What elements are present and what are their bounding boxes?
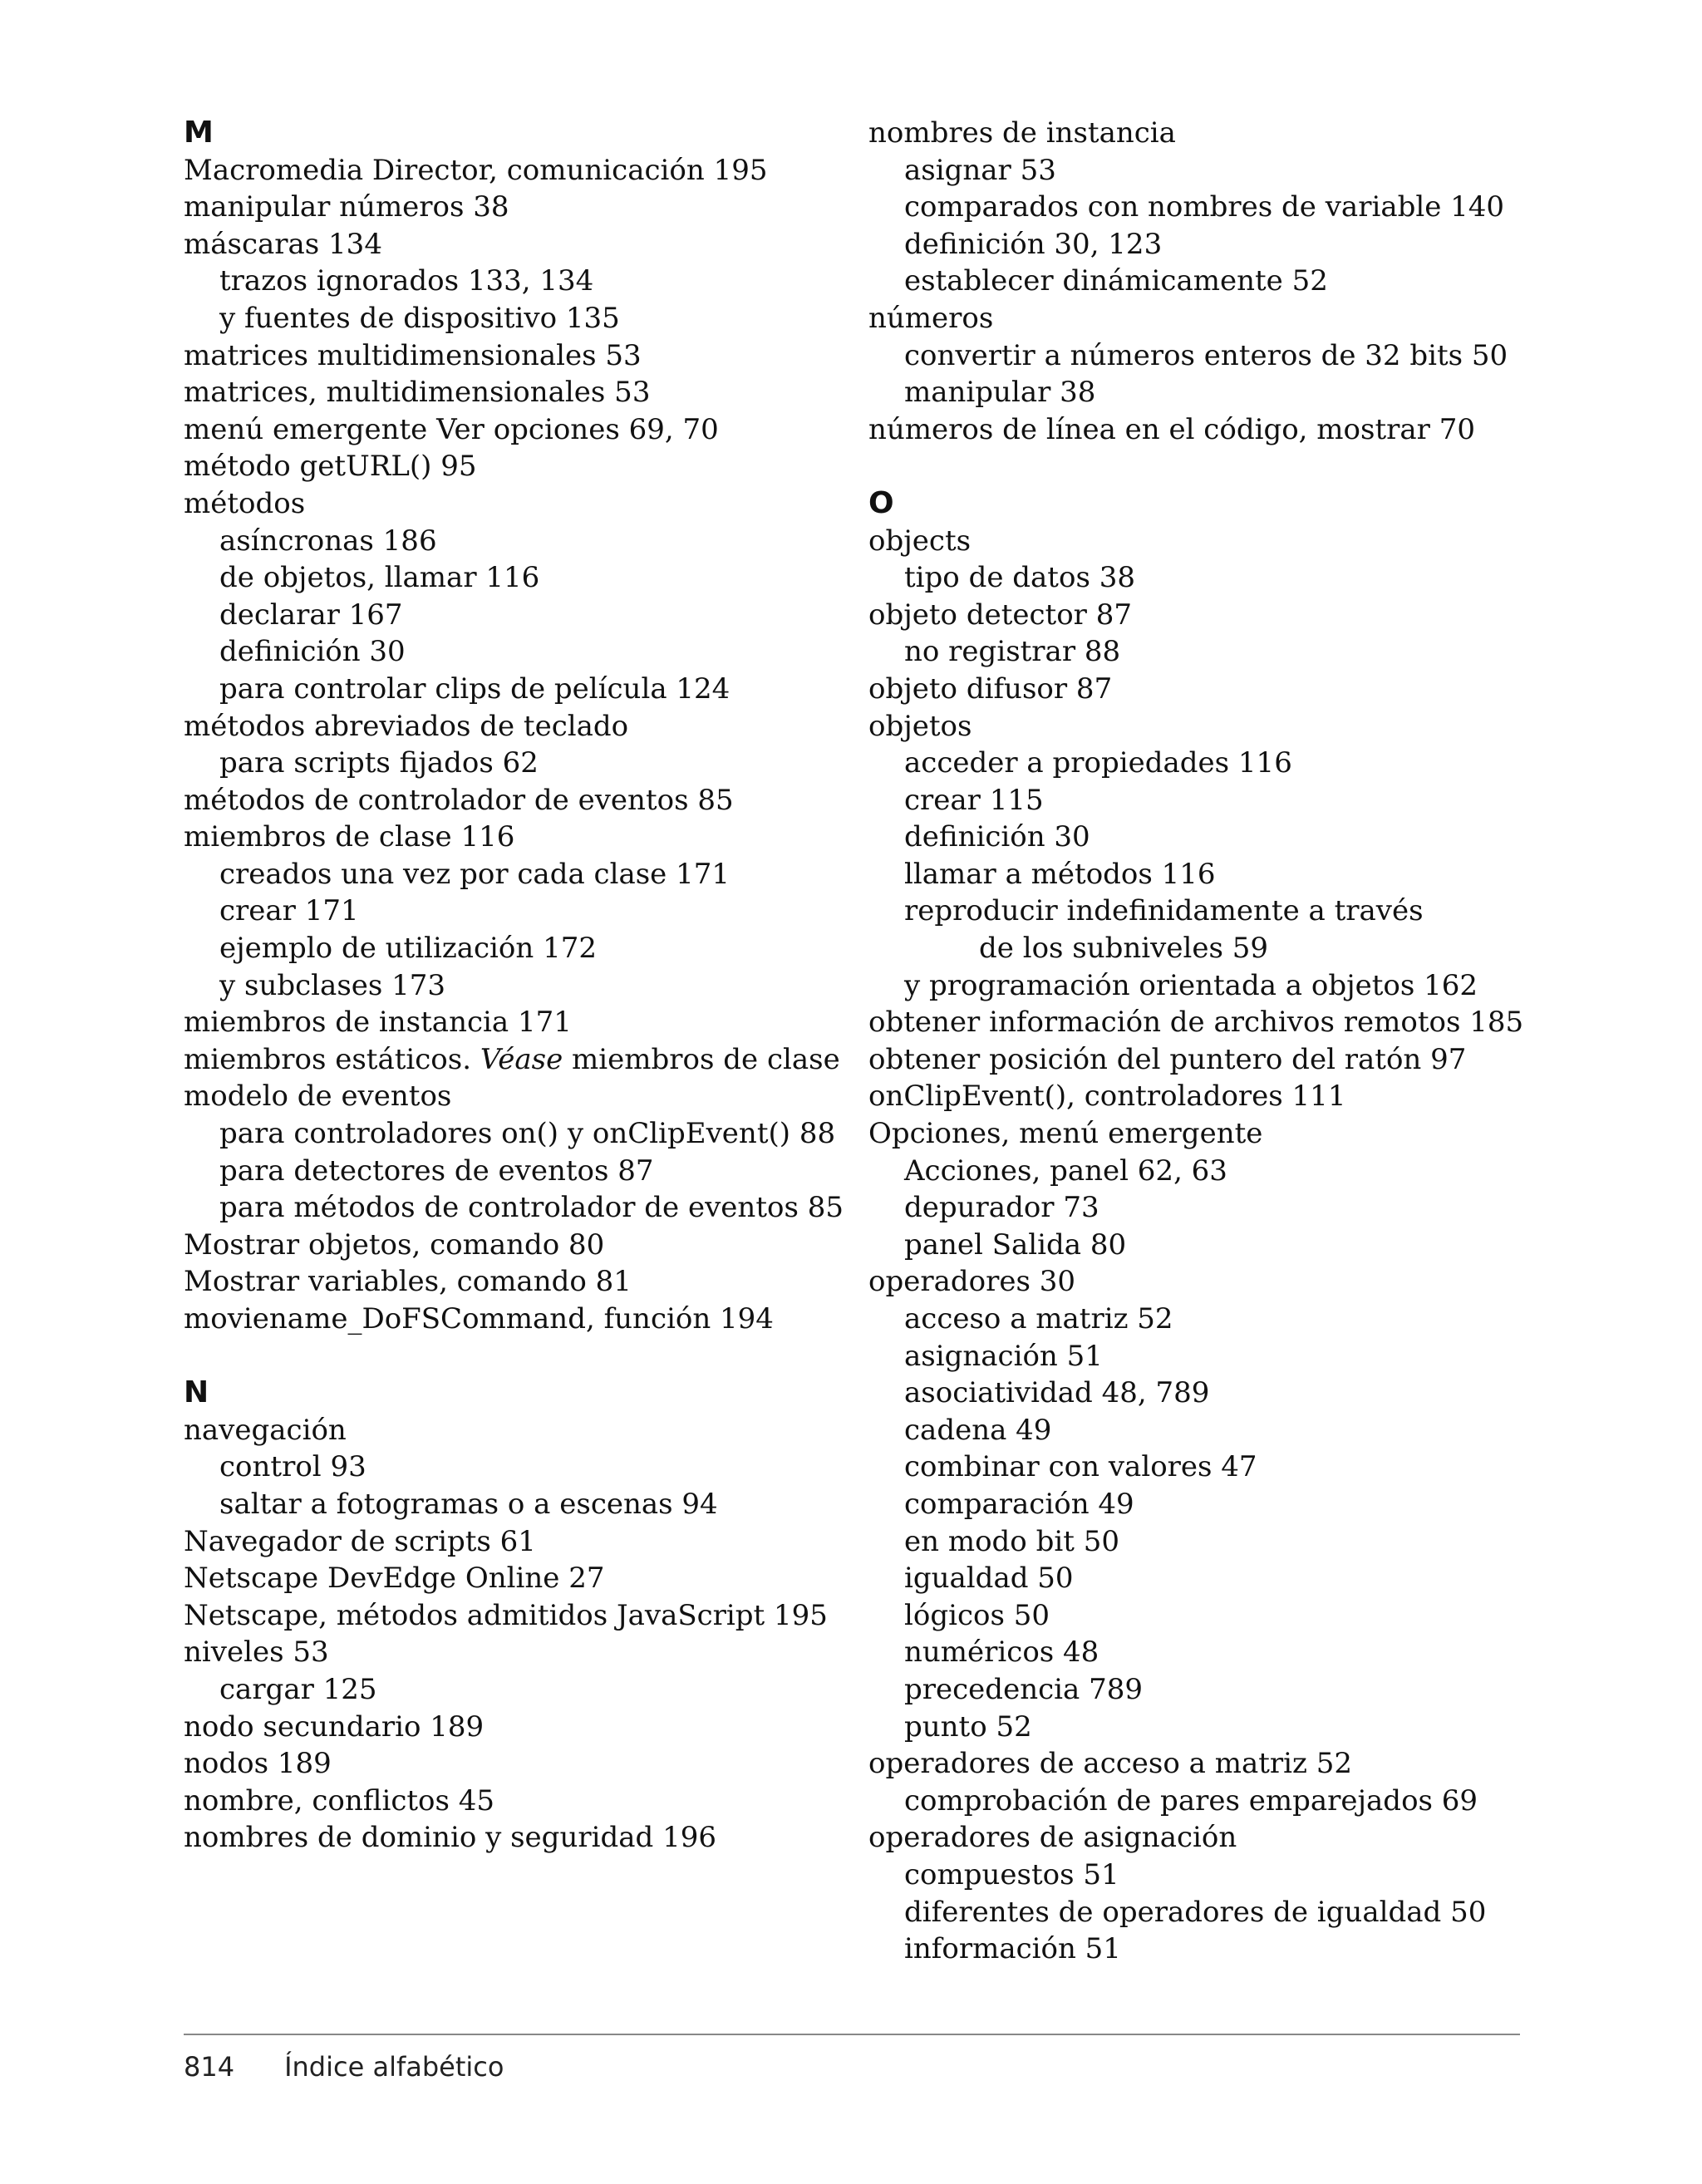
index-subentry: acceso a matriz 52 bbox=[904, 1302, 1173, 1335]
index-subentry: de objetos, llamar 116 bbox=[219, 561, 540, 595]
index-column-right bbox=[868, 115, 1524, 1968]
index-subentry: diferentes de operadores de igualdad 50 bbox=[904, 1895, 1487, 1929]
section-letter-n: N bbox=[184, 1375, 209, 1410]
index-subentry: definición 30 bbox=[219, 635, 406, 669]
index-subentry: numéricos 48 bbox=[904, 1636, 1099, 1670]
index-entry: objeto detector 87 bbox=[868, 598, 1133, 632]
index-subentry: lógicos 50 bbox=[904, 1598, 1050, 1632]
index-entry: matrices multidimensionales 53 bbox=[184, 338, 642, 372]
index-entry-see-also bbox=[184, 1041, 865, 1079]
index-subentry-continued: de los subniveles 59 bbox=[979, 932, 1269, 966]
index-subentry: asignar 53 bbox=[904, 153, 1056, 187]
index-subentry: crear 115 bbox=[904, 783, 1044, 817]
section-letter-o: O bbox=[868, 485, 894, 520]
index-subentry: para controladores on() y onClipEvent() 88 bbox=[219, 1117, 836, 1151]
index-column-left bbox=[184, 115, 865, 1857]
index-subentry: cadena 49 bbox=[904, 1413, 1052, 1447]
section-gap bbox=[868, 448, 1517, 485]
index-subentry: reproducir indefinidamente a través bbox=[904, 894, 1424, 928]
index-subentry: en modo bit 50 bbox=[904, 1524, 1119, 1558]
index-entry: onClipEvent(), controladores 111 bbox=[868, 1080, 1346, 1114]
entry-term: miembros estáticos. bbox=[184, 1042, 480, 1076]
index-subentry: para controlar clips de película 124 bbox=[219, 671, 730, 706]
index-entry: objects bbox=[868, 524, 972, 558]
index-subentry: acceder a propiedades 116 bbox=[904, 746, 1292, 780]
index-subentry: comparación 49 bbox=[904, 1487, 1134, 1521]
index-subentry: comparados con nombres de variable 140 bbox=[904, 190, 1505, 224]
index-entry: Opciones, menú emergente bbox=[868, 1117, 1263, 1151]
index-entry: nodo secundario 189 bbox=[184, 1709, 485, 1744]
index-entry: miembros de instancia 171 bbox=[184, 1006, 572, 1040]
index-subentry: y subclases 173 bbox=[219, 968, 446, 1002]
index-entry: método getURL() 95 bbox=[184, 450, 477, 484]
index-entry: métodos abreviados de teclado bbox=[184, 709, 629, 743]
index-subentry: información 51 bbox=[904, 1932, 1121, 1966]
index-subentry: no registrar 88 bbox=[904, 635, 1121, 669]
index-entry: nodos 189 bbox=[184, 1747, 332, 1781]
index-subentry: para scripts fijados 62 bbox=[219, 746, 539, 780]
index-subentry: cargar 125 bbox=[219, 1672, 377, 1706]
index-entry: números de línea en el código, mostrar 70 bbox=[868, 412, 1475, 446]
index-entry: moviename_DoFSCommand, función 194 bbox=[184, 1302, 774, 1335]
section-letter-m: M bbox=[184, 116, 214, 150]
index-entry: nombres de dominio y seguridad 196 bbox=[184, 1821, 716, 1855]
index-subentry: llamar a métodos 116 bbox=[904, 857, 1216, 891]
index-subentry: para detectores de eventos 87 bbox=[219, 1153, 654, 1188]
index-entry: matrices, multidimensionales 53 bbox=[184, 376, 651, 410]
index-subentry: compuestos 51 bbox=[904, 1857, 1119, 1891]
index-entry: modelo de eventos bbox=[184, 1080, 452, 1114]
index-subentry: control 93 bbox=[219, 1450, 366, 1484]
index-subentry: igualdad 50 bbox=[904, 1562, 1074, 1596]
index-entry: Netscape, métodos admitidos JavaScript 195 bbox=[184, 1598, 828, 1632]
index-subentry: para métodos de controlador de eventos 85 bbox=[219, 1191, 844, 1225]
index-entry: navegación bbox=[184, 1413, 347, 1447]
index-entry: operadores de asignación bbox=[868, 1821, 1237, 1855]
index-subentry: tipo de datos 38 bbox=[904, 561, 1135, 595]
index-entry: niveles 53 bbox=[184, 1636, 329, 1670]
index-subentry: definición 30 bbox=[904, 820, 1090, 854]
see-reference-target: miembros de clase bbox=[563, 1042, 840, 1076]
index-subentry: declarar 167 bbox=[219, 598, 403, 632]
index-entry: operadores 30 bbox=[868, 1265, 1076, 1299]
index-subentry: saltar a fotogramas o a escenas 94 bbox=[219, 1487, 718, 1521]
index-subentry: panel Salida 80 bbox=[904, 1227, 1127, 1262]
footer-divider bbox=[184, 2034, 1520, 2035]
index-subentry: definición 30, 123 bbox=[904, 227, 1163, 261]
index-entry: obtener información de archivos remotos 185 bbox=[868, 1006, 1524, 1040]
index-entry: obtener posición del puntero del ratón 97 bbox=[868, 1042, 1467, 1076]
index-subentry: crear 171 bbox=[219, 894, 359, 928]
index-entry: nombres de instancia bbox=[868, 116, 1176, 150]
page-number: 814 bbox=[184, 2051, 235, 2083]
index-entry: Navegador de scripts 61 bbox=[184, 1524, 536, 1558]
index-subentry: convertir a números enteros de 32 bits 50 bbox=[904, 338, 1508, 372]
index-subentry: precedencia 789 bbox=[904, 1672, 1143, 1706]
index-entry: máscaras 134 bbox=[184, 227, 382, 261]
index-entry: operadores de acceso a matriz 52 bbox=[868, 1747, 1353, 1781]
index-subentry: ejemplo de utilización 172 bbox=[219, 932, 597, 966]
index-entry: Macromedia Director, comunicación 195 bbox=[184, 153, 768, 187]
index-entry: objetos bbox=[868, 709, 972, 743]
index-subentry: combinar con valores 47 bbox=[904, 1450, 1257, 1484]
index-subentry: y fuentes de dispositivo 135 bbox=[219, 301, 620, 335]
index-subentry: manipular 38 bbox=[904, 376, 1096, 410]
index-subentry: y programación orientada a objetos 162 bbox=[904, 968, 1478, 1002]
index-entry: números bbox=[868, 301, 994, 335]
index-entry: objeto difusor 87 bbox=[868, 671, 1113, 706]
index-subentry: punto 52 bbox=[904, 1709, 1032, 1744]
index-subentry: asignación 51 bbox=[904, 1339, 1103, 1373]
index-entry: métodos de controlador de eventos 85 bbox=[184, 783, 734, 817]
index-subentry: creados una vez por cada clase 171 bbox=[219, 857, 730, 891]
section-title: Índice alfabético bbox=[284, 2051, 504, 2083]
index-subentry: comprobación de pares emparejados 69 bbox=[904, 1783, 1478, 1818]
index-entry: miembros de clase 116 bbox=[184, 820, 515, 854]
index-subentry: trazos ignorados 133, 134 bbox=[219, 264, 594, 298]
index-entry: Mostrar objetos, comando 80 bbox=[184, 1227, 605, 1262]
index-subentry: depurador 73 bbox=[904, 1191, 1099, 1225]
index-entry: Mostrar variables, comando 81 bbox=[184, 1265, 632, 1299]
index-entry: métodos bbox=[184, 486, 306, 520]
section-gap bbox=[184, 1338, 865, 1375]
index-entry: menú emergente Ver opciones 69, 70 bbox=[184, 412, 719, 446]
page-footer bbox=[184, 2051, 504, 2083]
index-subentry: asíncronas 186 bbox=[219, 524, 437, 558]
index-subentry: Acciones, panel 62, 63 bbox=[904, 1153, 1227, 1188]
index-entry: manipular números 38 bbox=[184, 190, 509, 224]
see-reference-label: Véase bbox=[480, 1042, 563, 1076]
index-subentry: asociatividad 48, 789 bbox=[904, 1376, 1210, 1410]
index-subentry: establecer dinámicamente 52 bbox=[904, 264, 1328, 298]
index-entry: Netscape DevEdge Online 27 bbox=[184, 1562, 605, 1596]
index-entry: nombre, conflictos 45 bbox=[184, 1783, 495, 1818]
